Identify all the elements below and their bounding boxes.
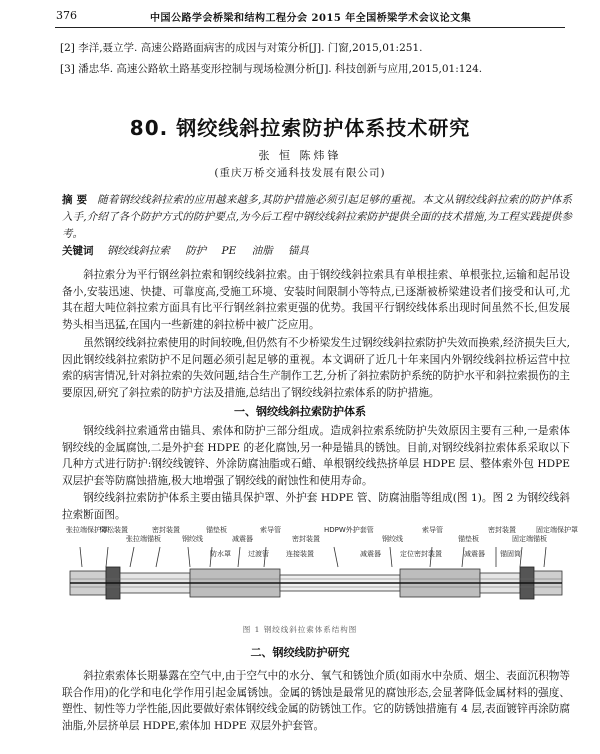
- keyword: PE: [221, 245, 237, 257]
- affiliation: (重庆万桥交通科技发展有限公司): [214, 167, 386, 179]
- figure-label: 密封装置: [292, 535, 320, 543]
- figure-label: 锚固筒: [500, 550, 521, 558]
- figure-label: 钢绞线: [182, 535, 203, 543]
- article-title: 80. 钢绞线斜拉索防护体系技术研究: [129, 116, 471, 140]
- abstract-text: 随着钢绞线斜拉索的应用越来越多,其防护措施必须引起足够的重视。本文从钢绞线斜拉索的防护体系入手,介绍了各个防护方式的防护要点,为今后工程中钢绞线斜拉索防护提供全面的技术措施,为工程实践提供参考。: [62, 194, 572, 240]
- keyword: 油脂: [251, 245, 273, 257]
- keywords-label: 关键词: [62, 245, 94, 257]
- figure-label: 固定端保护罩: [536, 526, 578, 534]
- section-1-paragraph-2: 钢绞线斜拉索防护体系主要由锚具保护罩、外护套 HDPE 管、防腐油脂等组成(图 1)。图 2 为钢绞线斜拉索断面图。: [62, 492, 570, 521]
- figure-label: 防松装置: [100, 526, 128, 534]
- figure-label: 过渡管: [248, 550, 269, 558]
- keywords: [62, 243, 321, 258]
- cable-body: [70, 567, 562, 599]
- header-rule: [55, 27, 565, 28]
- figure-label: 减震器: [232, 535, 253, 543]
- figure-1: [60, 523, 578, 619]
- authors: 张 恒 陈炜锋: [258, 149, 342, 162]
- page-number: 376: [56, 9, 77, 22]
- figure-label: 减震器: [464, 550, 485, 558]
- figure-label: 防水罩: [210, 550, 231, 558]
- figure-label: 钢绞线: [382, 535, 403, 543]
- figure-label: 固定端锚板: [512, 535, 547, 543]
- keyword: 钢绞线斜拉索: [106, 245, 170, 257]
- intro-paragraph-1: 斜拉索分为平行钢丝斜拉索和钢绞线斜拉索。由于钢绞线斜拉索具有单根挂索、单根张拉,运输和起吊设备小,安装迅速、快捷、可靠度高,受施工环境、安装时间限制小等特点,已逐渐被桥梁建设者们接受和认可,尤其在超大吨位斜拉索方面具有比平行钢丝斜拉索更强的优势。我国平行钢绞线体系出现时间虽然不长,但发展势头相当迅猛,在国内一些新建的斜拉桥中被广泛应用。: [62, 269, 570, 331]
- figure-label: 密封装置: [488, 526, 516, 534]
- section-2-paragraph-1: 斜拉索索体长期暴露在空气中,由于空气中的水分、氧气和锈蚀介质(如雨水中杂质、烟尘、表面沉积物等联合作用)的化学和电化学作用引起金属锈蚀。金属的锈蚀是最常见的腐蚀形态,会显著降低金属材料的强度、塑性、韧性等力学性能,因此要做好索体钢绞线金属的防锈蚀工作。它的防锈蚀措施有 4 层,表面镀锌再涂防腐油脂,外层挤单层 HDPE,索体加 HDPE 双层外护套管。: [62, 670, 570, 732]
- figure-label: 张拉端保护罩: [66, 526, 108, 534]
- reference-2: [2] 李洋,聂立学. 高速公路路面病害的成因与对策分析[J]. 门窗,2015,01:251.: [60, 42, 423, 54]
- section-2-title: 二、钢绞线防护研究: [250, 646, 350, 659]
- figure-label: 密封装置: [152, 526, 180, 534]
- intro-paragraph-2: 虽然钢绞线斜拉索使用的时间较晚,但仍然有不少桥梁发生过钢绞线斜拉索防护失效而换索,经济损失巨大,因此钢绞线斜拉索防护不足问题必须引起足够的重视。本文调研了近几十年来国内外钢绞线斜拉桥运营中拉索的病害情况,针对斜拉索的失效问题,结合生产制作工艺,分析了斜拉索防护系统的防护水平和斜拉索损伤的主要原因,研究了斜拉索的防护方法及措施,总结出了钢绞线斜拉索体系的防护措施。: [62, 337, 571, 399]
- figure-caption: 图 1 钢绞线斜拉索体系结构图: [242, 625, 358, 634]
- keyword: 锚具: [287, 245, 309, 257]
- figure-label: 定位密封装置: [400, 550, 442, 558]
- section-1-paragraph-1: 钢绞线斜拉索通常由锚具、索体和防护三部分组成。造成斜拉索系统防护失效原因主要有三种,一是索体钢绞线的金属腐蚀,二是外护套 HDPE 的老化腐蚀,另一种是锚具的锈蚀。目前,对钢绞线斜拉索体系采取以下几种方式进行防护:钢绞线镀锌、外涂防腐油脂或石蜡、单根钢绞线热挤单层 HDPE 层、整体索外包 HDPE 双层护套等防腐蚀措施,极大地增强了钢绞线的耐蚀性和使用寿命。: [62, 425, 570, 487]
- figure-label: 索导管: [422, 526, 443, 534]
- figure-label: 锚垫板: [458, 535, 479, 543]
- figure-label: 减震器: [360, 550, 381, 558]
- cable-system-diagram: [60, 523, 578, 619]
- reference-3: [3] 潘忠华. 高速公路软土路基变形控制与现场检测分析[J]. 科技创新与应用,2015,01:124.: [60, 63, 483, 75]
- section-1-title: 一、钢绞线斜拉索防护体系: [234, 405, 366, 418]
- figure-label: 连接装置: [286, 550, 314, 558]
- figure-label: 索导管: [260, 526, 281, 534]
- abstract-label: 摘 要: [62, 194, 88, 206]
- figure-label: 张拉端锚板: [126, 535, 161, 543]
- figure-label: 锚垫板: [206, 526, 227, 534]
- running-header: 中国公路学会桥梁和结构工程分会 2015 年全国桥梁学术会议论文集: [150, 13, 472, 24]
- keyword: 防护: [185, 245, 207, 257]
- abstract: [62, 192, 572, 243]
- figure-label: HDPW外护套管: [324, 526, 374, 534]
